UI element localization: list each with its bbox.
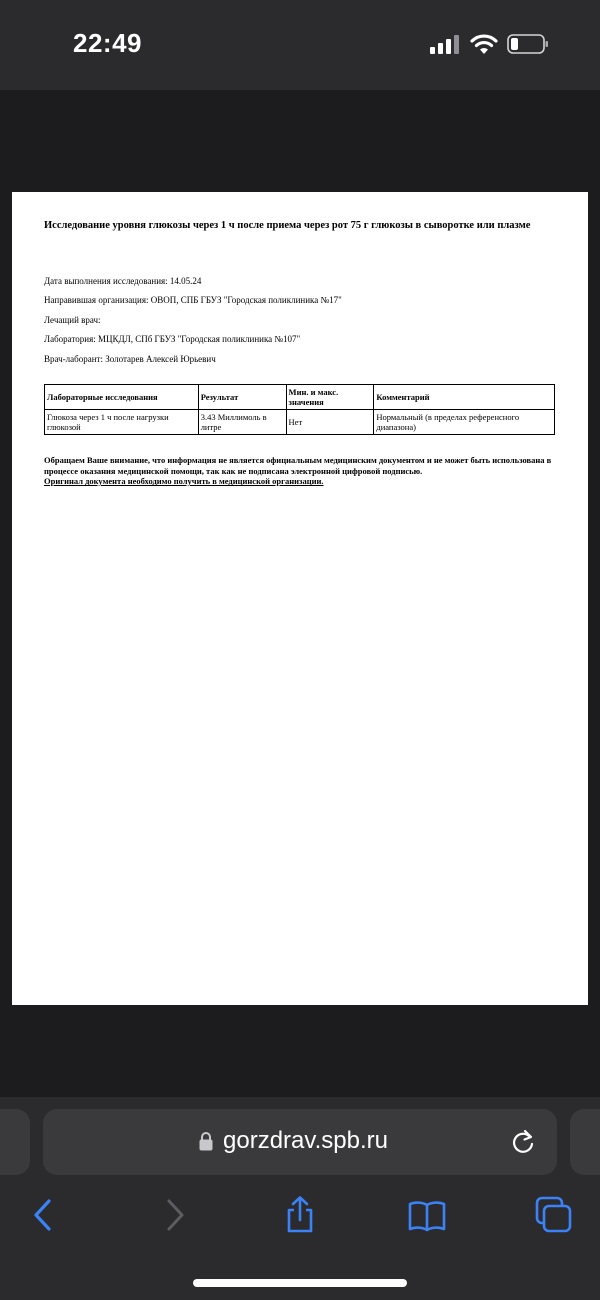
header-tests: Лабораторные исследования — [45, 385, 199, 410]
meta-doctor: Лечащий врач: — [44, 315, 101, 325]
cell-comment: Нормальный (в пределах референсного диапазона) — [374, 410, 555, 435]
document-title: Исследование уровня глюкозы через 1 ч после приема через рот 75 г глюкозы в сыворотке или плазме — [44, 220, 531, 231]
back-icon[interactable] — [24, 1195, 64, 1235]
table-row — [45, 410, 555, 435]
clock: 22:49 — [73, 28, 142, 58]
meta-lab-doctor: Врач-лаборант: Золотарев Алексей Юрьевич — [44, 354, 216, 364]
battery-icon — [507, 34, 549, 54]
signal-icon — [430, 34, 460, 54]
meta-referring-org: Направившая организация: ОВОП, СПБ ГБУЗ "Городская поликлиника №17" — [44, 295, 342, 305]
notice-text: Обращаем Ваше внимание, что информация не является официальным медицинским документом и не может быть использована в процессе оказания медицинской помощи, так как не подписана электронной цифровой подписью. — [44, 455, 552, 476]
wifi-icon — [470, 33, 498, 55]
share-icon[interactable] — [280, 1195, 320, 1235]
header-range: Мин. и макс. значения — [286, 385, 374, 410]
document-viewer[interactable] — [0, 90, 600, 1097]
results-table — [44, 384, 555, 435]
cell-range: Нет — [286, 410, 374, 435]
cell-result: 3.43 Миллимоль в литре — [198, 410, 286, 435]
next-tab-pill[interactable] — [570, 1109, 600, 1175]
tabs-icon[interactable] — [534, 1195, 574, 1235]
header-comment: Комментарий — [374, 385, 555, 410]
cell-test: Глюкоза через 1 ч после нагрузки глюкозой — [45, 410, 199, 435]
bookmarks-icon[interactable] — [407, 1195, 447, 1235]
url-text: gorzdrav.spb.ru — [223, 1127, 388, 1154]
meta-date: Дата выполнения исследования: 14.05.24 — [44, 276, 202, 286]
lock-icon — [199, 1131, 213, 1151]
notice — [44, 455, 554, 487]
home-indicator[interactable] — [193, 1279, 407, 1287]
forward-icon[interactable] — [154, 1195, 194, 1235]
status-bar — [0, 0, 600, 90]
reload-icon[interactable] — [509, 1128, 537, 1156]
document-page — [12, 192, 588, 1005]
browser-toolbar — [0, 1097, 600, 1300]
address-bar[interactable] — [43, 1109, 557, 1175]
header-result: Результат — [198, 385, 286, 410]
table-header-row — [45, 385, 555, 410]
previous-tab-pill[interactable] — [0, 1109, 30, 1175]
notice-underlined: Оригинал документа необходимо получить в медицинской организации. — [44, 476, 324, 486]
meta-laboratory: Лаборатория: МЦКДЛ, СПб ГБУЗ "Городская поликлиника №107" — [44, 334, 301, 344]
